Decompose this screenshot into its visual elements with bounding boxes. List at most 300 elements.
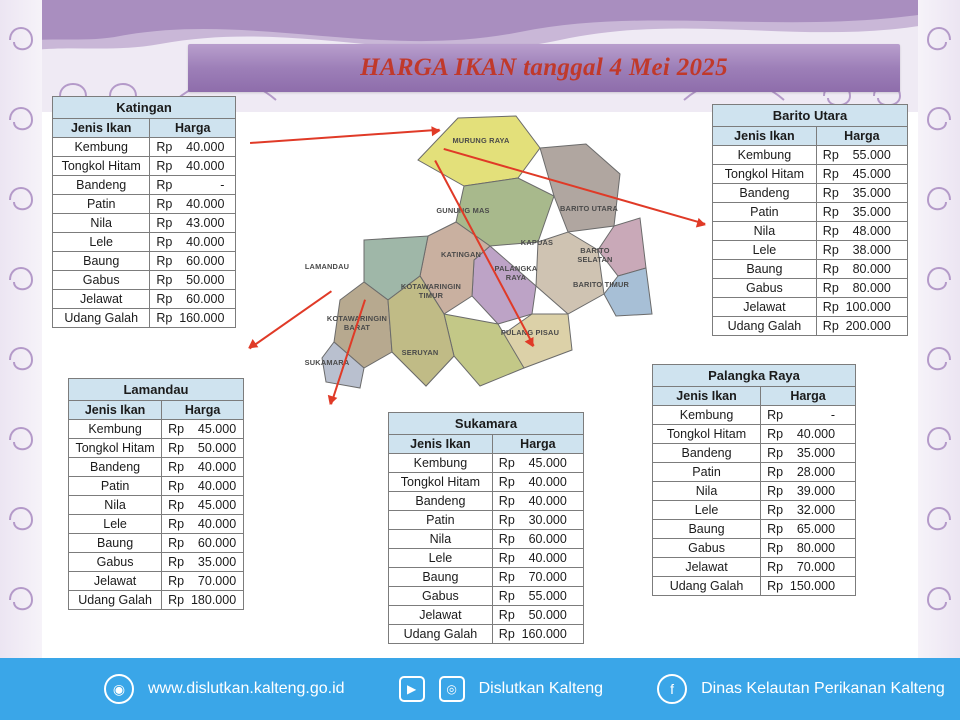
table-row [653,482,856,501]
table-row [653,539,856,558]
cell-fish: Gabus [69,553,162,572]
currency: Rp [156,311,173,325]
cell-price [162,477,244,496]
amount: 50.000 [186,273,225,287]
cell-fish: Kembung [69,420,162,439]
amount: 55.000 [852,148,891,162]
region-barito-timur [604,268,652,316]
map-label-murung-raya: MURUNG RAYA [452,136,510,145]
table-row [53,290,236,309]
cell-fish: Patin [713,203,817,222]
kalteng-map [268,100,664,392]
cell-price [162,591,244,610]
amount: 40.000 [528,494,567,508]
table-row [653,463,856,482]
amount: 160.000 [179,311,225,325]
cell-fish: Bandeng [653,444,761,463]
currency: Rp [168,536,185,550]
cell-price [492,492,583,511]
amount: 40.000 [186,197,225,211]
currency: Rp [767,465,784,479]
currency: Rp [168,574,185,588]
amount: 38.000 [852,243,891,257]
col-header-price: Harga [492,435,583,454]
table-row [389,473,584,492]
currency: Rp [767,503,784,517]
table-caption-sukamara: Sukamara [389,413,584,435]
instagram-icon[interactable]: ◎ [439,676,465,702]
table-row [389,492,584,511]
amount: 43.000 [186,216,225,230]
table-row [69,515,244,534]
table-caption-barito-utara: Barito Utara [713,105,908,127]
currency: Rp [498,570,515,584]
cell-price [492,568,583,587]
table-row [713,146,908,165]
table-row [389,625,584,644]
cell-price [492,549,583,568]
currency: Rp [156,235,173,249]
table-row [69,439,244,458]
cell-price [761,482,856,501]
cell-fish: Patin [389,511,493,530]
amount: 28.000 [796,465,836,479]
footer-website[interactable]: www.dislutkan.kalteng.go.id [148,680,345,697]
footer-social-handle[interactable]: Dislutkan Kalteng [478,680,604,697]
cell-fish: Patin [53,195,150,214]
table-row [713,317,908,336]
table-row [713,222,908,241]
cell-fish: Udang Galah [69,591,162,610]
currency: Rp [767,427,784,441]
amount: 30.000 [528,513,567,527]
table-barito-utara [712,104,908,336]
amount: 40.000 [186,235,225,249]
cell-fish: Tongkol Hitam [69,439,162,458]
cell-price [761,425,856,444]
amount: 80.000 [796,541,836,555]
cell-fish: Udang Galah [713,317,817,336]
table-lamandau [68,378,244,610]
table-row [53,271,236,290]
table-row [53,195,236,214]
youtube-icon[interactable]: ▶ [399,676,425,702]
cell-fish: Jelawat [53,290,150,309]
cell-price [816,203,907,222]
cell-fish: Lele [713,241,817,260]
table-row [53,157,236,176]
cell-fish: Lele [69,515,162,534]
amount: 80.000 [852,262,891,276]
amount: 40.000 [186,159,225,173]
amount: 45.000 [197,422,237,436]
cell-fish: Nila [69,496,162,515]
table-row [389,568,584,587]
page-title: HARGA IKAN tanggal 4 Mei 2025 [360,54,728,81]
currency: Rp [498,513,515,527]
currency: Rp [822,224,839,238]
currency: Rp [156,273,173,287]
cell-fish: Jelawat [389,606,493,625]
table-caption-katingan: Katingan [53,97,236,119]
region-seruyan-south [444,314,524,386]
cell-fish: Lele [653,501,761,520]
cell-fish: Bandeng [713,184,817,203]
currency: Rp [822,281,839,295]
cell-price [816,241,907,260]
table-row [389,511,584,530]
map-label-kotawaringin-timur: KOTAWARINGIN TIMUR [400,282,462,300]
table-row [653,520,856,539]
cell-price [150,252,236,271]
currency: Rp [168,479,185,493]
map-label-barito-timur: BARITO TIMUR [572,280,630,289]
cell-fish: Patin [69,477,162,496]
cell-price [162,534,244,553]
amount: 40.000 [528,551,567,565]
table-row [53,138,236,157]
amount: 50.000 [528,608,567,622]
cell-price [150,138,236,157]
currency: Rp [156,254,173,268]
table-row [53,309,236,328]
map-label-katingan: KATINGAN [440,250,482,259]
cell-price [761,558,856,577]
cell-fish: Jelawat [653,558,761,577]
cell-price [162,439,244,458]
cell-fish: Gabus [713,279,817,298]
cell-fish: Kembung [653,406,761,425]
currency: Rp [156,178,173,192]
cell-fish: Udang Galah [653,577,761,596]
amount: 60.000 [197,536,237,550]
table-row [653,501,856,520]
amount: - [830,408,836,422]
cell-fish: Nila [713,222,817,241]
cell-price [816,298,907,317]
table-caption-lamandau: Lamandau [69,379,244,401]
cell-price [761,577,856,596]
map-label-barito-selatan: BARITO SELATAN [577,246,613,264]
cell-fish: Jelawat [69,572,162,591]
cell-fish: Lele [389,549,493,568]
amount: 160.000 [521,627,567,641]
table-row [69,477,244,496]
cell-price [150,195,236,214]
table-row [653,444,856,463]
cell-fish: Bandeng [389,492,493,511]
table-row [713,241,908,260]
amount: 45.000 [528,456,567,470]
col-header-fish: Jenis Ikan [69,401,162,420]
cell-fish: Baung [653,520,761,539]
col-header-price: Harga [816,127,907,146]
currency: Rp [168,517,185,531]
map-label-seruyan: SERUYAN [401,348,439,357]
footer-bar [0,658,960,720]
currency: Rp [168,422,185,436]
currency: Rp [498,551,515,565]
table-row [389,606,584,625]
cell-price [816,260,907,279]
currency: Rp [767,408,784,422]
cell-price [162,515,244,534]
currency: Rp [168,441,185,455]
amount: 45.000 [852,167,891,181]
cell-price [761,520,856,539]
amount: 55.000 [528,589,567,603]
table-row [389,530,584,549]
amount: 40.000 [186,140,225,154]
decorative-left-border [0,0,42,660]
col-header-price: Harga [162,401,244,420]
table-row [389,454,584,473]
map-label-pulang-pisau: PULANG PISAU [500,328,560,337]
currency: Rp [168,460,185,474]
cell-price [150,176,236,195]
amount: 35.000 [852,205,891,219]
map-label-gunung-mas: GUNUNG MAS [436,206,490,215]
cell-price [492,473,583,492]
table-katingan [52,96,236,328]
cell-fish: Gabus [653,539,761,558]
cell-fish: Tongkol Hitam [53,157,150,176]
table-row [713,184,908,203]
amount: 180.000 [190,593,237,607]
col-header-price: Harga [150,119,236,138]
cell-price [162,496,244,515]
currency: Rp [498,494,515,508]
currency: Rp [498,532,515,546]
facebook-icon[interactable]: f [657,674,687,704]
cell-price [162,458,244,477]
currency: Rp [156,292,173,306]
cell-fish: Gabus [53,271,150,290]
cell-fish: Nila [653,482,761,501]
cell-price [150,290,236,309]
amount: 35.000 [197,555,237,569]
amount: 80.000 [852,281,891,295]
right-ornament-svg [918,0,960,660]
cell-price [150,214,236,233]
currency: Rp [767,560,784,574]
cell-price [816,222,907,241]
amount: 40.000 [528,475,567,489]
table-row [53,214,236,233]
map-label-barito-utara: BARITO UTARA [560,204,618,213]
currency: Rp [767,522,784,536]
cell-fish: Baung [69,534,162,553]
amount: 40.000 [197,479,237,493]
table-caption-palangka-raya: Palangka Raya [653,365,856,387]
table-row [389,549,584,568]
cell-price [150,271,236,290]
amount: 70.000 [796,560,836,574]
cell-price [816,146,907,165]
amount: - [220,178,225,192]
footer-content [0,674,945,704]
table-row [69,458,244,477]
cell-fish: Udang Galah [53,309,150,328]
currency: Rp [156,197,173,211]
cell-price [761,501,856,520]
amount: 50.000 [197,441,237,455]
cell-price [761,406,856,425]
cell-price [761,539,856,558]
currency: Rp [822,148,839,162]
currency: Rp [498,627,515,641]
cell-price [492,606,583,625]
table-row [69,534,244,553]
map-label-kotawaringin-barat: KOTAWARINGIN BARAT [326,314,388,332]
amount: 150.000 [789,579,836,593]
amount: 32.000 [796,503,836,517]
amount: 60.000 [528,532,567,546]
currency: Rp [767,579,784,593]
cell-price [150,157,236,176]
amount: 40.000 [197,460,237,474]
amount: 45.000 [197,498,237,512]
cell-fish: Baung [53,252,150,271]
currency: Rp [822,262,839,276]
table-row [653,406,856,425]
globe-icon: ◉ [104,674,134,704]
table-row [69,496,244,515]
currency: Rp [822,205,839,219]
currency: Rp [498,456,515,470]
table-palangka-raya [652,364,856,596]
table-row [53,252,236,271]
table-row [69,553,244,572]
table-row [653,577,856,596]
cell-price [492,454,583,473]
cell-price [162,572,244,591]
amount: 70.000 [528,570,567,584]
cell-fish: Udang Galah [389,625,493,644]
table-row [713,298,908,317]
amount: 35.000 [852,186,891,200]
map-label-sukamara: SUKAMARA [304,358,350,367]
currency: Rp [822,319,839,333]
currency: Rp [156,140,173,154]
cell-price [162,420,244,439]
table-row [653,425,856,444]
cell-price [162,553,244,572]
amount: 65.000 [796,522,836,536]
currency: Rp [168,555,185,569]
table-row [53,176,236,195]
table-row [69,591,244,610]
cell-fish: Bandeng [53,176,150,195]
footer-facebook-name[interactable]: Dinas Kelautan Perikanan Kalteng [701,680,945,697]
map-label-palangka-raya: PALANGKA RAYA [494,264,538,282]
map-label-lamandau: LAMANDAU [304,262,350,271]
table-row [653,558,856,577]
currency: Rp [498,608,515,622]
amount: 60.000 [186,254,225,268]
cell-fish: Kembung [713,146,817,165]
left-ornament-svg [0,0,42,660]
currency: Rp [168,498,185,512]
cell-fish: Bandeng [69,458,162,477]
amount: 39.000 [796,484,836,498]
cell-fish: Nila [389,530,493,549]
cell-price [492,625,583,644]
table-row [69,572,244,591]
table-row [713,165,908,184]
currency: Rp [822,167,839,181]
currency: Rp [822,300,839,314]
col-header-fish: Jenis Ikan [653,387,761,406]
amount: 40.000 [197,517,237,531]
currency: Rp [168,593,185,607]
currency: Rp [767,541,784,555]
cell-fish: Lele [53,233,150,252]
amount: 70.000 [197,574,237,588]
cell-fish: Tongkol Hitam [389,473,493,492]
cell-price [150,233,236,252]
table-row [713,203,908,222]
currency: Rp [822,243,839,257]
cell-fish: Kembung [53,138,150,157]
cell-price [816,165,907,184]
currency: Rp [156,216,173,230]
cell-price [761,463,856,482]
amount: 200.000 [845,319,891,333]
map-label-kapuas: KAPUAS [520,238,554,247]
currency: Rp [498,475,515,489]
amount: 100.000 [845,300,891,314]
table-row [53,233,236,252]
col-header-price: Harga [761,387,856,406]
cell-fish: Baung [389,568,493,587]
cell-fish: Gabus [389,587,493,606]
cell-fish: Patin [653,463,761,482]
table-row [389,587,584,606]
currency: Rp [767,446,784,460]
cell-fish: Kembung [389,454,493,473]
currency: Rp [822,186,839,200]
amount: 48.000 [852,224,891,238]
table-row [713,279,908,298]
cell-price [816,279,907,298]
cell-fish: Tongkol Hitam [713,165,817,184]
cell-price [492,511,583,530]
col-header-fish: Jenis Ikan [713,127,817,146]
currency: Rp [767,484,784,498]
cell-fish: Tongkol Hitam [653,425,761,444]
col-header-fish: Jenis Ikan [53,119,150,138]
cell-fish: Baung [713,260,817,279]
cell-price [492,587,583,606]
cell-price [816,184,907,203]
table-sukamara [388,412,584,644]
cell-price [150,309,236,328]
cell-price [492,530,583,549]
table-row [69,420,244,439]
page-title-bar [188,44,900,92]
amount: 60.000 [186,292,225,306]
amount: 35.000 [796,446,836,460]
col-header-fish: Jenis Ikan [389,435,493,454]
amount: 40.000 [796,427,836,441]
cell-price [761,444,856,463]
cell-fish: Nila [53,214,150,233]
currency: Rp [498,589,515,603]
cell-price [816,317,907,336]
decorative-right-border [918,0,960,660]
table-row [713,260,908,279]
